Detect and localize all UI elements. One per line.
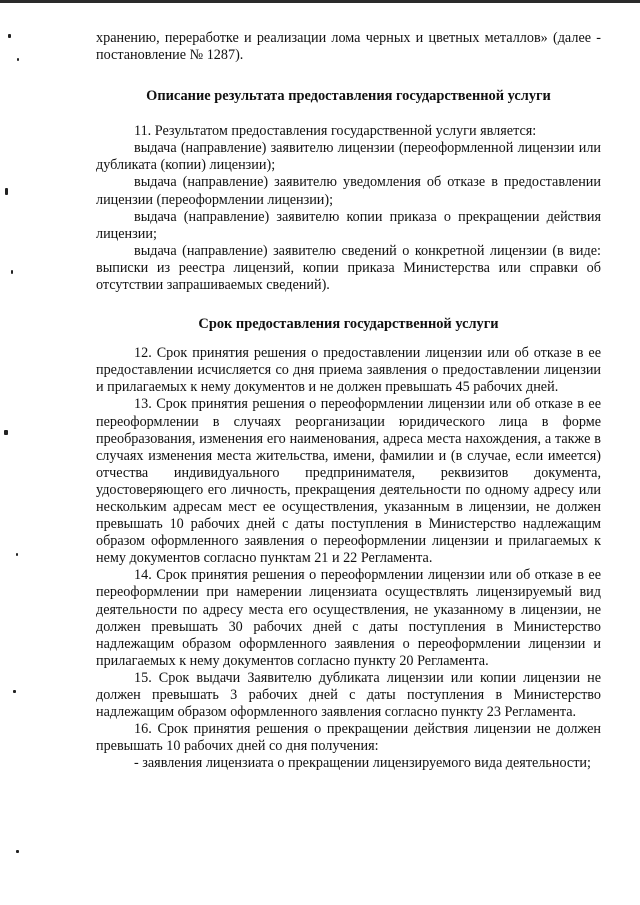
paragraph: выдача (направление) заявителю уведомления об отказе в предоставлении лицензии (переоформлении лицензии); <box>96 174 601 208</box>
paragraph: 11. Результатом предоставления государственной услуги является: <box>134 123 537 140</box>
paragraph: 13. Срок принятия решения о переоформлении лицензии или об отказе в ее переоформлении в случаях реорганизации юридического лица в форме преобразования, изменения его наименования, адреса места нахождения, а также в случаях изменения места жительства, имени, фамилии и (в случае, если имеется) отчества индивидуального предпринимателя, реквизитов документа, удостоверяющего его личность, прекращения деятельности по одному адресу или нескольким адресам мест ее осуществления, указанным в лицензии, не должен превышать 10 рабочих дней с даты поступления в Министерство надлежащим образом оформленного заявления о переоформлении лицензии и прилагаемых к нему документов согласно пунктам 21 и 22 Регламента. <box>96 396 601 567</box>
paragraph: 15. Срок выдачи Заявителю дубликата лицензии или копии лицензии не должен превышать 3 рабочих дней с даты поступления в Министерство надлежащим образом оформленного заявления согласно пункту 23 Регламента. <box>96 669 601 721</box>
paragraph: - заявления лицензиата о прекращении лицензируемого вида деятельности; <box>134 755 591 772</box>
scan-speck <box>4 430 8 435</box>
document-body <box>96 30 601 772</box>
scan-speck <box>16 850 19 853</box>
paragraph: 12. Срок принятия решения о предоставлении лицензии или об отказе в ее предоставлении исчисляется со дня приема заявления о предоставлении лицензии и прилагаемых к нему документов и не должен превышать 45 рабочих дней. <box>96 345 601 396</box>
section-heading-result: Описание результата предоставления государственной услуги <box>146 88 551 105</box>
scan-speck <box>8 34 11 38</box>
paragraph: выдача (направление) заявителю копии приказа о прекращении действия лицензии; <box>96 208 601 242</box>
scan-edge <box>0 0 640 3</box>
scan-speck <box>11 270 13 274</box>
paragraph: выдача (направление) заявителю сведений о конкретной лицензии (в виде: выписки из реестра лицензий, копии приказа Министерства или справки об отсутствии запрашиваемых сведений). <box>96 242 601 294</box>
section-heading-term: Срок предоставления государственной услуги <box>198 316 499 333</box>
scan-speck <box>13 690 16 693</box>
paragraph: выдача (направление) заявителю лицензии (переоформленной лицензии или дубликата (копии) лицензии); <box>96 140 601 174</box>
scan-speck <box>17 58 19 61</box>
paragraph: 14. Срок принятия решения о переоформлении лицензии или об отказе в ее переоформлении при намерении лицензиата осуществлять лицензируемый вид деятельности по адресу места его осуществления, не указанному в лицензии, не должен превышать 30 рабочих дней с даты поступления в Министерство надлежащим образом оформленного заявления о переоформлении лицензии и прилагаемых к нему документов согласно пункту 20 Регламента. <box>96 567 601 669</box>
paragraph: 16. Срок принятия решения о прекращении действия лицензии не должен превышать 10 рабочих дней со дня получения: <box>96 721 601 755</box>
intro-paragraph: хранению, переработке и реализации лома черных и цветных металлов» (далее - постановление № 1287). <box>96 30 601 64</box>
scan-speck <box>5 188 8 195</box>
scan-speck <box>16 553 18 556</box>
